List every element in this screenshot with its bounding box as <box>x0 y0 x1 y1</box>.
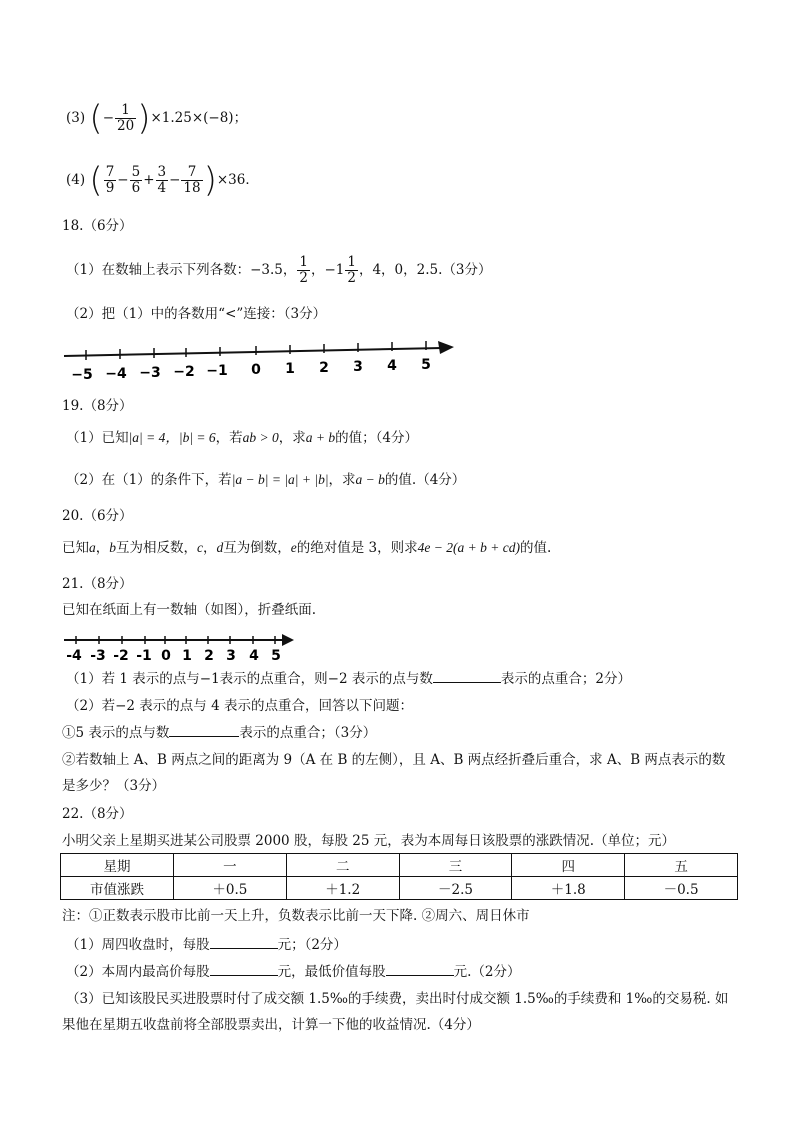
math-var: d <box>216 540 224 555</box>
item-number: (4) <box>66 172 86 188</box>
tick-label: 2 <box>319 360 329 376</box>
math-expression: 4e − 2(a + b + cd) <box>417 540 520 555</box>
q20-header: 20.（6分） <box>62 508 133 524</box>
text: （1）周四收盘时，每股 <box>66 937 210 953</box>
math-expression: a − b <box>355 472 385 487</box>
q21-sub2-line1: ②若数轴上 A、B 两点之间的距离为 9（A 在 B 的左侧），且 A、B 两点经折叠后重合，求 A、B 两点表示的数 <box>62 752 726 768</box>
text: 的绝对值是 3，则求 <box>296 540 418 556</box>
text: 互为倒数， <box>223 540 291 556</box>
text: ，−1 <box>310 262 345 278</box>
q22-note: 注：①正数表示股市比前一天上升，负数表示比前一天下降. ②周六、周日休市 <box>62 908 530 924</box>
operator: − <box>169 172 181 188</box>
q22-part3-line2: 果他在星期五收盘前将全部股票卖出，计算一下他的收益情况.（4分） <box>62 1017 480 1033</box>
tick-marks <box>86 341 426 360</box>
q21-header: 21.（8分） <box>62 576 133 592</box>
fraction-denominator: 20 <box>117 118 135 134</box>
table-cell: ＋1.2 <box>286 877 399 900</box>
text: （1）在数轴上表示下列各数：−3.5， <box>66 262 297 278</box>
math-var: e <box>290 540 297 555</box>
q18-header: 18.（6分） <box>62 218 133 234</box>
table-cell: ＋1.8 <box>512 877 625 900</box>
text: 的值.（4分） <box>384 472 466 488</box>
text: 互为相反数， <box>116 540 197 556</box>
q20-body <box>62 538 551 558</box>
text: ，4，0，2.5.（3分） <box>358 262 492 278</box>
fraction-denominator: 2 <box>299 270 308 286</box>
q18-part2: （2）把（1）中的各数用“<”连接：（3分） <box>66 306 327 322</box>
table-cell: 市值涨跌 <box>61 877 174 900</box>
tick-label: -4 <box>66 648 82 664</box>
table-header-cell: 一 <box>174 854 287 877</box>
q22-header: 22.（8分） <box>62 806 133 822</box>
answer-blank[interactable] <box>210 961 278 976</box>
q21-number-line <box>62 630 298 664</box>
q18-part1 <box>66 252 492 288</box>
tick-label: −5 <box>71 367 93 382</box>
q22-part3-line1: （3）已知该股民买进股票时付了成交额 1.5‰的手续费，卖出时付成交额 1.5‰的手续费和 1‰的交易税. 如 <box>66 991 729 1007</box>
fraction-denominator: 9 <box>105 180 115 196</box>
operator: + <box>143 172 155 188</box>
fraction-denominator: 4 <box>157 180 167 196</box>
text: ①5 表示的点与数 <box>62 725 170 741</box>
q21-part1 <box>66 668 631 689</box>
right-paren: ) <box>137 98 151 139</box>
q19-part2 <box>66 470 465 490</box>
tick-label: -2 <box>113 648 129 664</box>
tick-label: −4 <box>105 366 127 382</box>
text: ， <box>203 540 217 556</box>
q21-intro: 已知在纸面上有一数轴（如图），折叠纸面. <box>62 602 317 618</box>
expression-rest: ×36． <box>216 172 259 188</box>
tick-label: 4 <box>249 648 259 664</box>
tick-label: 5 <box>421 357 431 373</box>
tick-label: −1 <box>206 363 228 379</box>
table-header-cell: 五 <box>625 854 738 877</box>
table-header-cell: 二 <box>286 854 399 877</box>
tick-label: −3 <box>139 365 161 381</box>
tick-label: 3 <box>226 648 236 664</box>
fraction-numerator: 7 <box>181 165 202 181</box>
text: 元.（2分） <box>453 964 521 980</box>
table-row <box>61 877 738 900</box>
text: 的值；（4分） <box>335 430 419 446</box>
text: 已知 <box>62 540 89 556</box>
item-number: (3) <box>66 110 86 126</box>
q22-part1 <box>66 934 347 955</box>
answer-blank[interactable] <box>210 934 278 949</box>
math-expression: |a| = 4，|b| = 6 <box>128 430 216 445</box>
fraction <box>130 165 143 196</box>
fraction <box>297 255 310 286</box>
arrow-head-icon <box>438 341 454 354</box>
left-paren: ( <box>89 160 103 201</box>
text: （1）已知 <box>66 430 129 446</box>
tick-label: 5 <box>271 648 281 664</box>
q21-sub1 <box>62 722 376 743</box>
math-var: b <box>109 540 116 555</box>
fraction-numerator: 7 <box>105 164 115 180</box>
math-var: a <box>89 540 96 555</box>
table-header-cell: 四 <box>512 854 625 877</box>
q19-part1 <box>66 428 418 448</box>
text: ，若 <box>215 430 243 446</box>
fraction <box>104 165 117 196</box>
table-cell: ＋0.5 <box>174 877 287 900</box>
fraction-numerator: 1 <box>347 254 356 270</box>
fraction-numerator: 5 <box>131 164 141 180</box>
tick-label: 1 <box>182 648 192 664</box>
q21-part2: （2）若−2 表示的点与 4 表示的点重合，回答以下问题： <box>66 698 413 714</box>
fraction-numerator: 1 <box>115 103 136 119</box>
fraction-denominator: 6 <box>131 180 141 196</box>
math-expression: ab > 0 <box>242 430 279 445</box>
tick-label: 0 <box>251 362 261 378</box>
text: ，求 <box>328 472 356 488</box>
text: 元，最低价值每股 <box>277 964 386 980</box>
text: （1）若 1 表示的点与−1表示的点重合，则−2 表示的点与数 <box>66 671 433 687</box>
q18-number-line <box>60 336 460 382</box>
operator: − <box>117 172 129 188</box>
table-cell: －0.5 <box>625 877 738 900</box>
fraction-denominator: 18 <box>183 180 201 196</box>
fraction-numerator: 3 <box>157 164 167 180</box>
minus-sign: − <box>102 110 114 126</box>
text: 元；（2分） <box>277 937 347 953</box>
tick-label: 0 <box>161 648 171 664</box>
math-expression: |a − b| = |a| + |b| <box>231 472 329 487</box>
table-cell: －2.5 <box>399 877 512 900</box>
table-header-cell: 三 <box>399 854 512 877</box>
text: （2）本周内最高价每股 <box>66 964 210 980</box>
tick-label: 4 <box>387 358 397 374</box>
fraction <box>115 103 136 134</box>
tick-label: 2 <box>204 648 214 664</box>
text: ，求 <box>278 430 306 446</box>
fraction-denominator: 2 <box>347 270 356 286</box>
q21-sub2-line2: 是多少？（3分） <box>62 778 166 794</box>
left-paren: ( <box>89 98 103 139</box>
arrow-head-icon <box>282 634 294 646</box>
tick-label: 3 <box>353 359 363 375</box>
table-header-cell: 星期 <box>61 854 174 877</box>
tick-label: -3 <box>90 648 106 664</box>
math-expression: a + b <box>305 430 336 445</box>
tick-label: -1 <box>136 648 152 664</box>
text: 的值. <box>519 540 552 556</box>
expression-rest: ×1.25×(−8)； <box>150 110 248 126</box>
answer-blank[interactable] <box>433 668 501 683</box>
q22-intro: 小明父亲上星期买进某公司股票 2000 股，每股 25 元，表为本周每日该股票的涨跌情况.（单位；元） <box>62 833 675 849</box>
text: ， <box>95 540 110 556</box>
q17-item3 <box>66 98 248 139</box>
stock-change-table <box>60 853 738 900</box>
fraction <box>345 255 358 286</box>
tick-label: 1 <box>285 361 295 377</box>
fraction-numerator: 1 <box>299 254 308 270</box>
answer-blank[interactable] <box>169 722 239 737</box>
tick-label: −2 <box>173 364 195 380</box>
q19-header: 19.（8分） <box>62 398 133 414</box>
q17-item4 <box>66 160 259 200</box>
math-var: c <box>197 540 203 555</box>
table-row <box>61 854 738 877</box>
answer-blank[interactable] <box>386 961 454 976</box>
text: 表示的点重合；2分） <box>500 671 631 687</box>
text: （2）在（1）的条件下，若 <box>66 472 232 488</box>
fraction <box>156 165 169 196</box>
right-paren: ) <box>203 160 217 201</box>
fraction <box>181 165 202 196</box>
text: 表示的点重合；（3分） <box>239 725 377 741</box>
q22-part2 <box>66 961 520 982</box>
